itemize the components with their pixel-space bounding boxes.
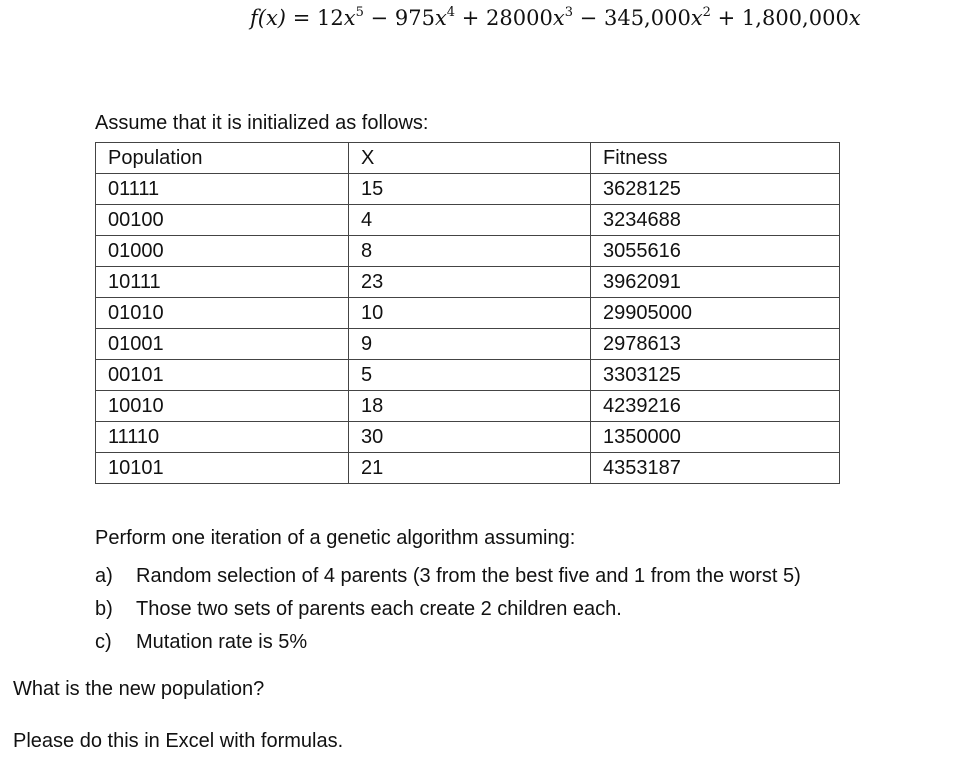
x-cell: 5 [349,360,591,391]
table-row [96,453,840,484]
condition-item [95,627,801,660]
x-cell: 18 [349,391,591,422]
table-row [96,391,840,422]
column-header: Population [96,143,349,174]
population-cell: 11110 [96,422,349,453]
fitness-cell: 3628125 [591,174,840,205]
population-table-body [96,143,840,484]
formula-term: + $28000x^3$ [461,5,573,30]
condition-marker: b) [95,598,113,620]
column-header: X [349,143,591,174]
x-cell: 21 [349,453,591,484]
x-cell: 30 [349,422,591,453]
table-row [96,422,840,453]
fitness-cell: 3303125 [591,360,840,391]
table-row [96,236,840,267]
fitness-formula [250,6,861,30]
fitness-cell: 3962091 [591,267,840,298]
population-table [95,142,840,484]
table-row [96,360,840,391]
population-cell: 01111 [96,174,349,205]
x-cell: 23 [349,267,591,298]
population-cell: 01000 [96,236,349,267]
fitness-cell: 3055616 [591,236,840,267]
x-cell: 10 [349,298,591,329]
fitness-cell: 1350000 [591,422,840,453]
condition-text: Random selection of 4 parents (3 from the best five and 1 from the worst 5) [136,565,801,587]
question-text: What is the new population? [13,678,265,700]
column-header: Fitness [591,143,840,174]
formula-term: − $345,000x^2$ [579,5,711,30]
formula-term: $12x^5$ [317,5,364,30]
formula-equals: = [292,6,311,30]
table-row [96,329,840,360]
fitness-cell: 2978613 [591,329,840,360]
table-row [96,205,840,236]
fitness-cell: 4353187 [591,453,840,484]
population-cell: 00100 [96,205,349,236]
x-cell: 8 [349,236,591,267]
population-cell: 10101 [96,453,349,484]
fitness-cell: 4239216 [591,391,840,422]
fitness-cell: 3234688 [591,205,840,236]
population-cell: 00101 [96,360,349,391]
condition-text: Those two sets of parents each create 2 children each. [136,598,622,620]
population-cell: 10111 [96,267,349,298]
population-cell: 01010 [96,298,349,329]
formula-lhs: f(x) [250,6,287,30]
table-row [96,174,840,205]
x-cell: 4 [349,205,591,236]
table-row [96,267,840,298]
table-header-row [96,143,840,174]
formula-term: + 1,800,000x [717,6,861,30]
task-text: Perform one iteration of a genetic algorithm assuming: [95,527,576,549]
population-cell: 01001 [96,329,349,360]
condition-item [95,561,801,594]
population-cell: 10010 [96,391,349,422]
formula-term: − $975x^4$ [370,5,456,30]
fitness-cell: 29905000 [591,298,840,329]
condition-item [95,594,801,627]
condition-text: Mutation rate is 5% [136,631,308,653]
condition-marker: a) [95,565,113,587]
table-row [96,298,840,329]
intro-text: Assume that it is initialized as follows: [95,112,429,134]
conditions-list [95,561,801,660]
condition-marker: c) [95,631,112,653]
x-cell: 15 [349,174,591,205]
x-cell: 9 [349,329,591,360]
instruction-text: Please do this in Excel with formulas. [13,730,344,752]
